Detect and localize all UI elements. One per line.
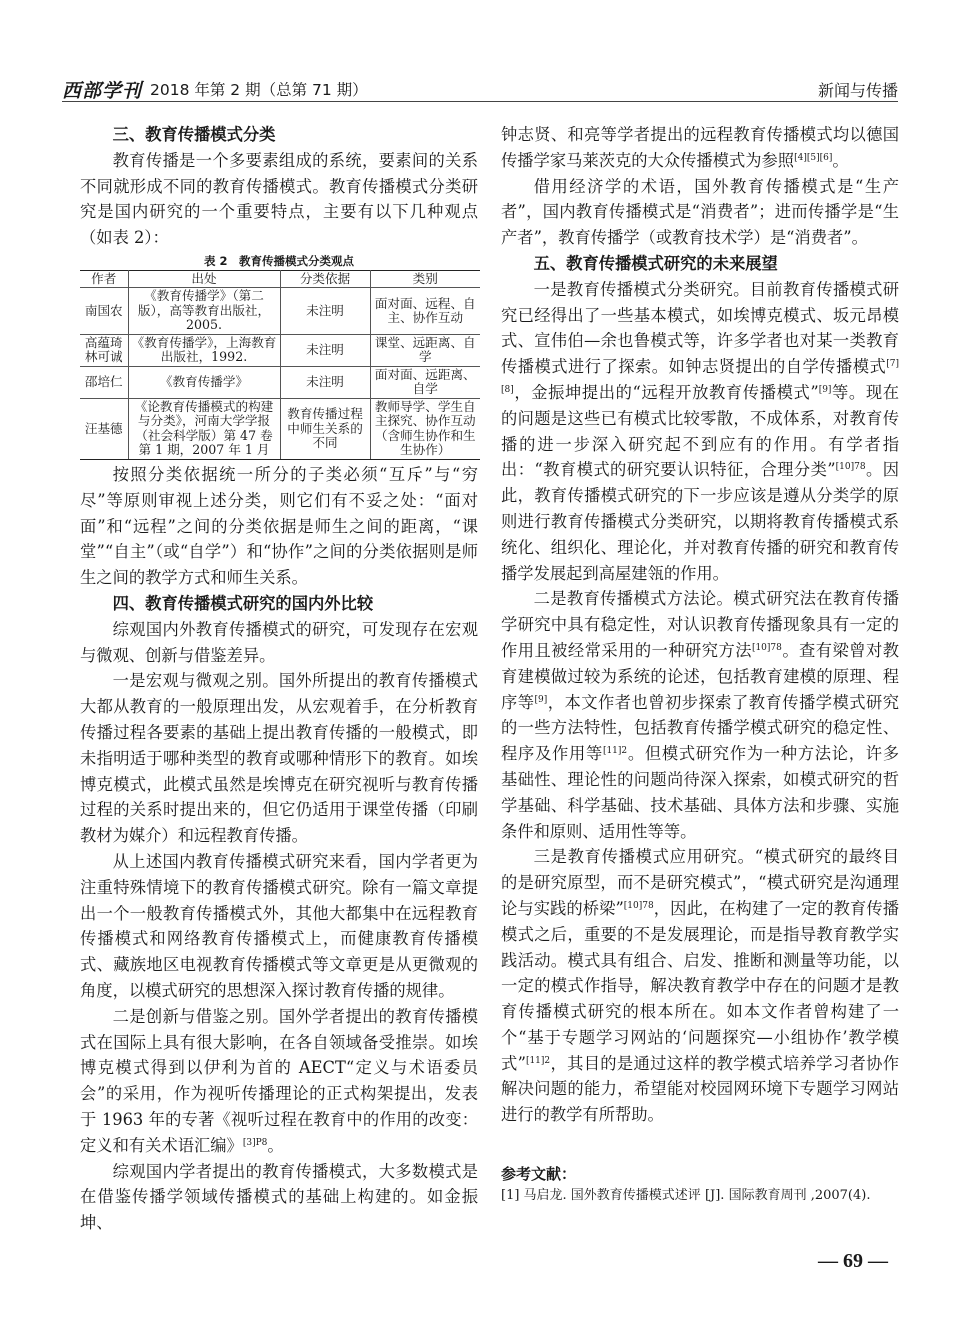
right-text: [501, 122, 899, 1128]
citation-superscript: [9]: [818, 384, 832, 395]
citation-superscript: [10]78: [835, 462, 866, 473]
references-title: 参考文献：: [501, 1165, 577, 1184]
paragraph-text: 三是教育传播模式应用研究。“模式研究的最终目的是研究原型，而不是研究模式”，“模式研究是沟通理论与实践的桥梁”: [501, 847, 899, 918]
paragraph-text: 一是宏观与微观之别。国外所提出的教育传播模式大都从教育的一般原理出发，从宏观着手，在分析教育传播过程各要素的基础上提出教育传播的一般模式，即未指明适于哪种类型的教育或哪种情形下的教育。如埃博克模式，此模式虽然是埃博克在研究视听与教育传播过程的关系时提出来的，但它仍适用于课堂传播（印刷教材为媒介）和远程教育传播。: [80, 671, 478, 846]
table-row: [80, 288, 480, 335]
citation-superscript: [10]78: [751, 642, 782, 653]
paragraph-text: 综观国内学者提出的教育传播模式，大多数模式是在借鉴传播学领域传播模式的基础上构建的。如金振坤、: [80, 1161, 478, 1233]
paragraph: [501, 586, 899, 844]
paragraph-text: 。因此，教育传播模式研究的下一步应该是遵从分类学的原则进行教育传播模式分类研究，以期将教育传播模式系统化、组织化、理论化，并对教育传播的研究和教育传播学发展起到高屋建瓴的作用。: [501, 460, 899, 583]
paragraph: [501, 844, 899, 1128]
table-cell: 教育传播过程中师生关系的不同: [280, 398, 370, 459]
table-cell: 高蕴琦 林可诚: [80, 334, 128, 366]
paragraph-text: 。: [832, 150, 849, 170]
issue-info: 2018 年第 2 期（总第 71 期）: [150, 81, 368, 99]
table-header: 出处: [128, 270, 280, 288]
citation-superscript: [9]: [534, 694, 548, 705]
journal-logo: 西部学刊: [62, 80, 143, 102]
table-cell: 《教育传播学》，上海教育出版社，1992.: [128, 334, 280, 366]
reference-item: [1] 马启龙. 国外教育传播模式述评 [J]. 国际教育周刊 ,2007(4).: [501, 1188, 871, 1204]
running-header: [62, 76, 898, 102]
paragraph: [80, 1159, 478, 1236]
table-cell: 《教育传播学》: [128, 366, 280, 398]
paragraph-text: 二是创新与借鉴之别。国外学者提出的教育传播模式在国际上具有很大影响，在各自领域备受推崇。如埃博克模式得到以伊利为首的 AECT“定义与术语委员会”的采用，作为视听传播理论的正式构架提出，发表于 1963 年的专著《视听过程在教育中的作用的改变：定义和有关术语汇编》: [80, 1006, 478, 1155]
paragraph-text: 等。现在的问题是这些已有模式比较零散，不成体系，对教育传播的进一步深入研究起不到应有的作用。有学者指出：“教育模式的研究要认识特征，合理分类”: [501, 382, 899, 480]
paragraph-text: 。: [267, 1135, 284, 1155]
paragraph-text: 二是教育传播模式方法论。模式研究法在教育传播学研究中具有稳定性，对认识教育传播现象具有一定的作用且被经常采用的一种研究方法: [501, 589, 899, 660]
table-cell: 未注明: [280, 366, 370, 398]
table-cell: 《论教育传播模式的构建与分类》，河南大学学报（社会科学版）第 47 卷第 1 期，2007 年 1 月: [128, 398, 280, 459]
right-column: [501, 122, 899, 1206]
citation-superscript: [4][5][6]: [794, 152, 833, 163]
citation-superscript: [11]2: [602, 746, 628, 757]
left-bottom-text: [80, 462, 478, 1236]
table-cell: 《教育传播学》（第二版），高等教育出版社，2005.: [128, 288, 280, 335]
paragraph-text: 综观国内外教育传播模式的研究，可发现存在宏观与微观、创新与借鉴差异。: [80, 619, 478, 665]
paragraph: [80, 1004, 478, 1159]
table-header: 类别: [370, 270, 480, 288]
table-cell: 南国农: [80, 288, 128, 335]
classification-table: [80, 270, 480, 460]
left-top-text: [80, 122, 478, 251]
paragraph-text: 借用经济学的术语，国外教育传播模式是“生产者”，国内教育传播模式是“消费者”；进而传播学是“生产者”，教育传播学（或教育技术学）是“消费者”。: [501, 176, 899, 248]
paragraph-text: 按照分类依据统一所分的子类必须“互斥”与“穷尽”等原则审视上述分类，则它们有不妥之处：“面对面”和“远程”之间的分类依据是师生之间的距离，“课堂”“自主”（或“自学”）和“协作”之间的分类依据则是师生之间的教学方式和师生关系。: [80, 464, 478, 588]
citation-superscript: [7][8]: [501, 359, 899, 395]
paragraph: [80, 148, 478, 251]
paragraph: [80, 462, 478, 591]
paragraph-text: 三、教育传播模式分类: [112, 125, 276, 144]
section-heading: [80, 591, 478, 617]
paragraph-text: 一是教育传播模式分类研究。目前教育传播模式研究已经得出了一些基本模式，如埃博克模式、坂元昂模式、宣伟伯—余也鲁模式等，许多学者也对某一类教育传播模式进行了探索。如钟志贤提出的自学传播模式: [501, 279, 899, 377]
section-heading: [501, 251, 899, 277]
table-cell: 汪基德: [80, 398, 128, 459]
table-row: [80, 334, 480, 366]
paragraph: [80, 617, 478, 669]
page-number: — 69 —: [818, 1250, 888, 1272]
paragraph-text: ，金振坤提出的“远程开放教育传播模式”: [513, 382, 819, 402]
paragraph: [501, 122, 899, 174]
table-row: [80, 398, 480, 459]
table-cell: 未注明: [280, 288, 370, 335]
paragraph-text: 四、教育传播模式研究的国内外比较: [112, 593, 374, 613]
left-column: [80, 122, 478, 1236]
paragraph-text: 。查有梁曾对教育建模做过较为系统的论述，包括教育建模的原理、程序等: [501, 640, 899, 712]
table-cell: 面对面、远程、自主、协作互动: [370, 288, 480, 335]
paragraph-text: 。但模式研究作为一种方法论，许多基础性、理论性的问题尚待深入探索，如模式研究的哲学基础、科学基础、技术基础、具体方法和步骤、实施条件和原则、适用性等等。: [501, 744, 899, 841]
paragraph-text: 从上述国内教育传播模式研究来看，国内学者更为注重特殊情境下的教育传播模式研究。除有一篇文章提出一个一般教育传播模式外，其他大都集中在远程教育传播模式和网络教育传播模式上，而健康教育传播模式、藏族地区电视教育传播模式等文章更是从更微观的角度，以模式研究的思想深入探讨教育传播的规律。: [80, 851, 478, 1000]
section-heading: [80, 122, 478, 148]
table-cell: 课堂、远距离、自学: [370, 334, 480, 366]
header-rule: [62, 101, 898, 102]
paragraph: [80, 668, 478, 849]
paragraph-text: ，本文作者也曾初步探索了教育传播学模式研究的一些方法特性，包括教育传播学模式研究的稳定性、程序及作用等: [501, 692, 899, 764]
table-cell: 面对面、远距离、自学: [370, 366, 480, 398]
table-cell: 教师导学、学生自主探究、协作互动（含师生协作和生生协作）: [370, 398, 480, 459]
table-cell: 邵培仁: [80, 366, 128, 398]
citation-superscript: [3]P8: [242, 1137, 268, 1148]
table-header: 分类依据: [280, 270, 370, 288]
paragraph: [501, 174, 899, 251]
table-header: 作者: [80, 270, 128, 288]
paragraph-text: ，因此，在构建了一定的教育传播模式之后，重要的不是发展理论，而是指导教育教学实践活动。模式具有组合、启发、推断和测量等功能，以一定的模式作指导，解决教育教学中存在的问题才是教育传播模式研究的根本所在。如本文作者曾构建了一个“基于专题学习网站的‘问题探究—小组协作’教学模式”: [501, 898, 899, 1073]
paragraph-text: 教育传播是一个多要素组成的系统，要素间的关系不同就形成不同的教育传播模式。教育传播模式分类研究是国内研究的一个重要特点，主要有以下几种观点（如表 2）：: [80, 150, 478, 248]
paragraph: [501, 277, 899, 587]
table-cell: 未注明: [280, 334, 370, 366]
table-row: [80, 366, 480, 398]
table-caption: 表 2 教育传播模式分类观点: [203, 253, 354, 268]
paragraph-text: 钟志贤、和亮等学者提出的远程教育传播模式均以德国传播学家马莱茨克的大众传播模式为参照: [501, 125, 899, 170]
paragraph-text: 五、教育传播模式研究的未来展望: [533, 253, 778, 273]
citation-superscript: [10]78: [623, 900, 654, 911]
table-header-row: [80, 270, 480, 288]
citation-superscript: [11]2: [525, 1055, 551, 1066]
paragraph-text: ，其目的是通过这样的教学模式培养学习者协作解决问题的能力，希望能对校园网环境下专题学习网站进行的教学有所帮助。: [501, 1053, 899, 1125]
section-name: 新闻与传播: [817, 81, 898, 100]
paragraph: [80, 849, 478, 1004]
